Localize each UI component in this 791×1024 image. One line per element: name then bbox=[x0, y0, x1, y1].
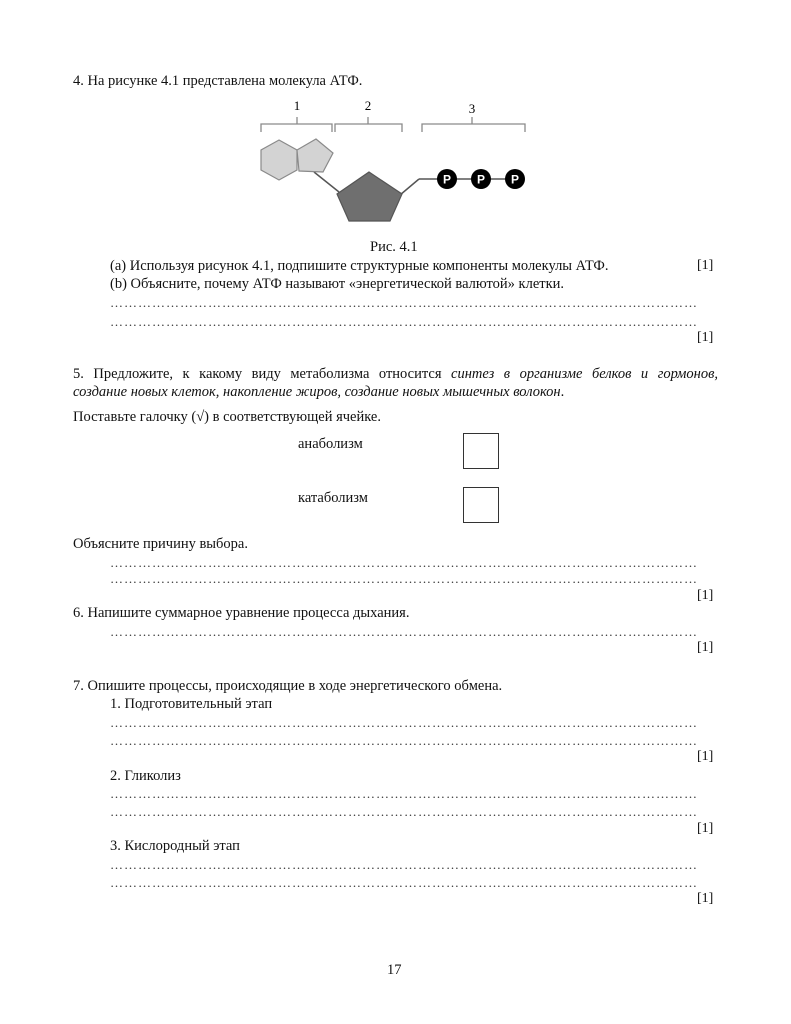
phosphate-1-label: P bbox=[442, 172, 452, 187]
figure-brackets bbox=[261, 117, 525, 132]
figure-label-3: 3 bbox=[468, 101, 476, 116]
page-number: 17 bbox=[387, 962, 402, 978]
q7-stage-3-line-1[interactable]: ……………………………………………………………………………………………………………… bbox=[110, 858, 698, 872]
q5-answer-line-1[interactable]: ……………………………………………………………………………………………………………… bbox=[110, 556, 698, 570]
q5-instruction: Поставьте галочку (√) в соответствующей ячейке. bbox=[73, 409, 381, 425]
q4-answer-line-2[interactable]: ……………………………………………………………………………………………………………… bbox=[110, 315, 698, 329]
q4-mark: [1] bbox=[697, 330, 714, 345]
atp-molecule-figure bbox=[0, 90, 791, 330]
q6-mark: [1] bbox=[697, 640, 714, 655]
q5-answer-line-2[interactable]: ……………………………………………………………………………………………………………… bbox=[110, 572, 698, 586]
q7-stage-1-line-2[interactable]: ……………………………………………………………………………………………………………… bbox=[110, 734, 698, 748]
q7-stage-1-line-1[interactable]: ……………………………………………………………………………………………………………… bbox=[110, 716, 698, 730]
q4-answer-line-1[interactable]: ……………………………………………………………………………………………………………… bbox=[110, 296, 698, 310]
option-catabolism-label: катаболизм bbox=[298, 490, 368, 506]
q4-title: 4. На рисунке 4.1 представлена молекула АТФ. bbox=[73, 73, 363, 89]
q5-text-line-2 bbox=[73, 383, 564, 401]
figure-label-2: 2 bbox=[364, 98, 372, 113]
ribose-pentagon bbox=[337, 172, 402, 221]
q7-stage-3-mark: [1] bbox=[697, 891, 714, 906]
q6-answer-line-1[interactable]: ……………………………………………………………………………………………………………… bbox=[110, 625, 698, 639]
q7-stage-2-mark: [1] bbox=[697, 821, 714, 836]
q5-mark: [1] bbox=[697, 588, 714, 603]
q7-stage-2-line-2[interactable]: ……………………………………………………………………………………………………………… bbox=[110, 805, 698, 819]
q5-text-normal: 5. Предложите, к какому виду метаболизма относится bbox=[73, 366, 442, 382]
q7-stage-2-line-1[interactable]: ……………………………………………………………………………………………………………… bbox=[110, 787, 698, 801]
q7-stage-3: 3. Кислородный этап bbox=[110, 838, 240, 854]
phosphate-3-label: P bbox=[510, 172, 520, 187]
q5-text-italic-1: синтез в организме белков и гормонов, bbox=[451, 366, 719, 382]
q4-part-a: (a) Используя рисунок 4.1, подпишите структурные компоненты молекулы АТФ. bbox=[110, 258, 609, 274]
option-catabolism-checkbox[interactable] bbox=[463, 487, 499, 523]
q5-text-line-1 bbox=[73, 365, 718, 383]
q5-text-italic-2: создание новых клеток, накопление жиров, создание новых мышечных волокон bbox=[73, 384, 561, 400]
q5-text-end: . bbox=[560, 384, 565, 400]
q7-stage-1: 1. Подготовительный этап bbox=[110, 696, 273, 712]
phosphate-group bbox=[437, 169, 525, 189]
q4-part-a-mark: [1] bbox=[697, 258, 714, 273]
q7-stage-3-line-2[interactable]: ……………………………………………………………………………………………………………… bbox=[110, 876, 698, 890]
figure-caption: Рис. 4.1 bbox=[370, 239, 418, 255]
q7-stage-1-mark: [1] bbox=[697, 749, 714, 764]
q7-title: 7. Опишите процессы, происходящие в ходе энергетического обмена. bbox=[73, 678, 503, 694]
adenine-pentagon bbox=[297, 139, 333, 172]
q5-explain: Объясните причину выбора. bbox=[73, 536, 248, 552]
figure-label-1: 1 bbox=[293, 98, 301, 113]
option-anabolism-label: анаболизм bbox=[298, 436, 363, 452]
q4-part-b: (b) Объясните, почему АТФ называют «энергетической валютой» клетки. bbox=[110, 276, 565, 292]
phosphate-2-label: P bbox=[476, 172, 486, 187]
adenine-hexagon bbox=[261, 140, 297, 180]
q6-title: 6. Напишите суммарное уравнение процесса дыхания. bbox=[73, 605, 410, 621]
q7-stage-2: 2. Гликолиз bbox=[110, 768, 181, 784]
option-anabolism-checkbox[interactable] bbox=[463, 433, 499, 469]
